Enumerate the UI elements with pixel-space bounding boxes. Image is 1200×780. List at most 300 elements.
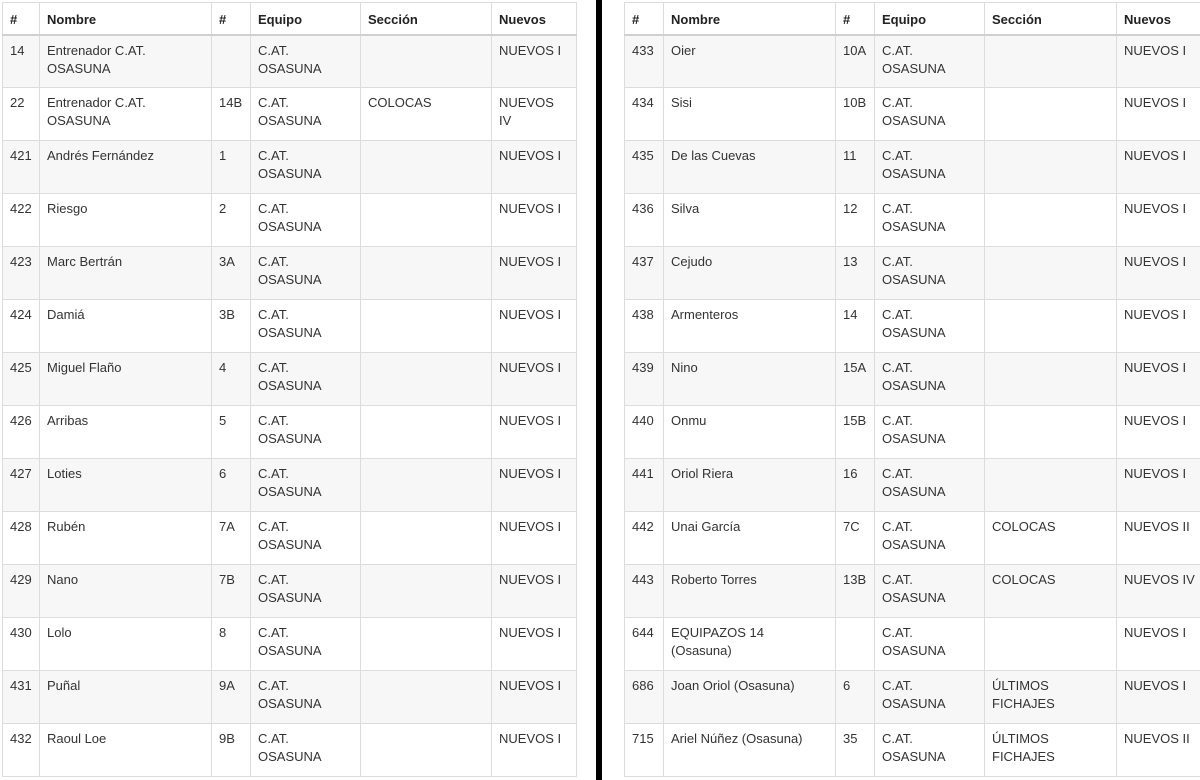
cell-dorsal	[836, 247, 875, 300]
cell-section-text: ÚLTIMOS FICHAJES	[992, 678, 1055, 711]
cell-name	[40, 88, 212, 141]
col-header-id[interactable]: #	[3, 3, 40, 35]
cell-nuevos	[1117, 565, 1200, 618]
table-row[interactable]	[625, 88, 1200, 141]
cell-dorsal-text: 14B	[219, 95, 243, 110]
cell-nuevos	[492, 459, 577, 512]
cell-team-text: C.AT. OSASUNA	[258, 625, 322, 658]
cell-id-text: 14	[10, 42, 25, 58]
cell-nuevos	[1117, 512, 1200, 565]
cell-team-text: C.AT. OSASUNA	[258, 42, 322, 76]
cell-dorsal	[212, 88, 251, 141]
cell-dorsal	[836, 565, 875, 618]
cell-nuevos-text: NUEVOS IV	[1124, 572, 1195, 587]
cell-nuevos-text: NUEVOS I	[1124, 254, 1187, 269]
cell-team	[251, 88, 361, 141]
cell-nuevos	[1117, 724, 1200, 777]
cell-section	[985, 459, 1117, 512]
cell-section	[985, 512, 1117, 565]
col-header-name[interactable]: Nombre	[664, 3, 836, 35]
cell-id-text: 427	[10, 466, 32, 481]
cell-section	[361, 565, 492, 618]
cell-dorsal	[836, 618, 875, 671]
cell-dorsal	[836, 300, 875, 353]
cell-dorsal-text: 13	[843, 254, 858, 269]
cell-section	[985, 300, 1117, 353]
cell-team-text: C.AT. OSASUNA	[258, 360, 322, 393]
col-header-team[interactable]: Equipo	[251, 3, 361, 35]
cell-nuevos-text: NUEVOS I	[1124, 201, 1187, 216]
cell-team	[251, 141, 361, 194]
cell-team	[875, 671, 985, 724]
cell-nuevos	[492, 618, 577, 671]
cell-section	[985, 353, 1117, 406]
cell-id-text: 686	[632, 678, 654, 693]
cell-section	[985, 565, 1117, 618]
cell-nuevos	[492, 406, 577, 459]
cell-section	[361, 35, 492, 88]
cell-team	[251, 618, 361, 671]
cell-team	[251, 247, 361, 300]
cell-team	[251, 353, 361, 406]
cell-id	[3, 565, 40, 618]
col-header-dorsal[interactable]: #	[836, 3, 875, 35]
cell-nuevos-text: NUEVOS I	[499, 625, 562, 640]
cell-name	[664, 141, 836, 194]
cell-dorsal-text: 3A	[219, 254, 235, 269]
table-row[interactable]	[3, 724, 577, 777]
cell-team-text: C.AT. OSASUNA	[882, 466, 946, 499]
left-panel	[0, 0, 596, 780]
cell-dorsal	[836, 512, 875, 565]
cell-id	[625, 406, 664, 459]
cell-dorsal	[212, 194, 251, 247]
cell-name	[40, 353, 212, 406]
cell-name	[664, 406, 836, 459]
cell-name	[664, 300, 836, 353]
cell-dorsal-text: 10B	[843, 95, 867, 110]
table-row[interactable]	[3, 618, 577, 671]
cell-nuevos-text: NUEVOS II	[1124, 731, 1190, 746]
cell-name-text: Riesgo	[47, 201, 88, 216]
cell-team-text: C.AT. OSASUNA	[882, 519, 946, 552]
col-header-section[interactable]: Sección	[985, 3, 1117, 35]
cell-dorsal	[836, 459, 875, 512]
cell-nuevos	[492, 194, 577, 247]
cell-nuevos-text: NUEVOS I	[499, 413, 562, 428]
col-header-name[interactable]: Nombre	[40, 3, 212, 35]
cell-id-text: 644	[632, 625, 654, 640]
cell-id-text: 424	[10, 307, 32, 322]
right-panel	[602, 0, 1200, 780]
cell-section	[985, 194, 1117, 247]
cell-dorsal-text: 15B	[843, 413, 867, 428]
cell-name	[664, 247, 836, 300]
cell-team	[251, 459, 361, 512]
cell-id	[625, 353, 664, 406]
table-row[interactable]	[3, 512, 577, 565]
cell-nuevos	[492, 724, 577, 777]
cell-id	[3, 194, 40, 247]
col-header-id[interactable]: #	[625, 3, 664, 35]
table-row[interactable]	[3, 35, 577, 88]
cell-team	[251, 35, 361, 88]
table-row[interactable]	[625, 247, 1200, 300]
cell-name	[664, 724, 836, 777]
table-row[interactable]	[625, 671, 1200, 724]
cell-nuevos	[492, 141, 577, 194]
table-body-left	[3, 35, 577, 777]
cell-nuevos	[492, 35, 577, 88]
cell-team	[251, 194, 361, 247]
cell-nuevos	[492, 300, 577, 353]
cell-nuevos	[492, 671, 577, 724]
cell-nuevos-text: NUEVOS IV	[499, 95, 554, 128]
cell-name	[664, 194, 836, 247]
cell-nuevos	[1117, 88, 1200, 141]
cell-team	[875, 247, 985, 300]
cell-name-text: De las Cuevas	[671, 148, 756, 163]
cell-section	[361, 353, 492, 406]
table-row[interactable]	[3, 141, 577, 194]
cell-name	[40, 35, 212, 88]
cell-nuevos-text: NUEVOS I	[1124, 307, 1187, 322]
cell-section	[985, 406, 1117, 459]
cell-name-text: Joan Oriol (Osasuna)	[671, 678, 795, 693]
cell-team	[875, 300, 985, 353]
cell-name-text: Raoul Loe	[47, 731, 107, 746]
cell-id	[625, 512, 664, 565]
cell-id	[625, 141, 664, 194]
cell-dorsal	[212, 300, 251, 353]
cell-team	[251, 565, 361, 618]
cell-team-text: C.AT. OSASUNA	[882, 731, 946, 764]
cell-id-text: 423	[10, 254, 32, 269]
cell-id-text: 426	[10, 413, 32, 428]
cell-name	[40, 247, 212, 300]
cell-name	[664, 565, 836, 618]
cell-dorsal	[212, 724, 251, 777]
cell-dorsal-text: 8	[219, 625, 227, 640]
cell-dorsal	[212, 406, 251, 459]
table-row[interactable]	[625, 35, 1200, 88]
col-header-nuevos[interactable]: Nuevos	[492, 3, 577, 35]
cell-id	[3, 247, 40, 300]
cell-team-text: C.AT. OSASUNA	[882, 307, 946, 340]
cell-dorsal-text: 6	[219, 466, 227, 481]
cell-name-text: Cejudo	[671, 254, 713, 269]
table-row[interactable]	[625, 300, 1200, 353]
cell-team-text: C.AT. OSASUNA	[882, 42, 946, 76]
cell-id-text: 441	[632, 466, 654, 481]
cell-team	[875, 459, 985, 512]
cell-team	[875, 565, 985, 618]
cell-nuevos-text: NUEVOS I	[1124, 42, 1187, 58]
cell-section	[361, 512, 492, 565]
cell-nuevos	[492, 512, 577, 565]
cell-id	[625, 724, 664, 777]
cell-nuevos	[492, 565, 577, 618]
cell-team-text: C.AT. OSASUNA	[258, 572, 322, 605]
cell-nuevos-text: NUEVOS I	[499, 572, 562, 587]
cell-team-text: C.AT. OSASUNA	[258, 466, 322, 499]
cell-team-text: C.AT. OSASUNA	[258, 307, 322, 340]
cell-dorsal	[836, 671, 875, 724]
table-row[interactable]	[625, 406, 1200, 459]
cell-section	[985, 247, 1117, 300]
cell-id-text: 440	[632, 413, 654, 428]
cell-id-text: 425	[10, 360, 32, 375]
cell-dorsal	[836, 88, 875, 141]
cell-id-text: 429	[10, 572, 32, 587]
table-row[interactable]	[3, 353, 577, 406]
cell-section	[985, 618, 1117, 671]
cell-nuevos-text: NUEVOS I	[1124, 678, 1187, 693]
cell-team	[875, 618, 985, 671]
cell-dorsal	[836, 353, 875, 406]
col-header-section[interactable]: Sección	[361, 3, 492, 35]
col-header-nuevos[interactable]: Nuevos	[1117, 3, 1200, 35]
cell-nuevos	[1117, 194, 1200, 247]
cell-dorsal-text: 35	[843, 731, 858, 746]
cell-nuevos-text: NUEVOS I	[499, 678, 562, 693]
cell-name-text: Arribas	[47, 413, 89, 428]
cell-dorsal-text: 9B	[219, 731, 235, 746]
cell-id-text: 421	[10, 148, 32, 163]
cell-name-text: Nino	[671, 360, 698, 375]
cell-dorsal-text: 2	[219, 201, 227, 216]
cell-team-text: C.AT. OSASUNA	[258, 95, 322, 128]
cell-section	[985, 88, 1117, 141]
cell-team-text: C.AT. OSASUNA	[882, 95, 946, 128]
cell-name-text: Puñal	[47, 678, 81, 693]
cell-nuevos-text: NUEVOS I	[499, 254, 562, 269]
cell-dorsal-text: 7A	[219, 519, 235, 534]
cell-id	[625, 88, 664, 141]
table-row[interactable]	[3, 565, 577, 618]
cell-dorsal	[836, 35, 875, 88]
cell-id	[625, 35, 664, 88]
cell-dorsal-text: 13B	[843, 572, 867, 587]
cell-id	[3, 406, 40, 459]
table-row[interactable]	[625, 618, 1200, 671]
cell-name	[664, 35, 836, 88]
cell-id	[3, 35, 40, 88]
cell-name	[664, 512, 836, 565]
cell-section-text: ÚLTIMOS FICHAJES	[992, 731, 1055, 764]
cell-team	[251, 512, 361, 565]
table-row[interactable]	[625, 512, 1200, 565]
cell-name	[40, 406, 212, 459]
cell-name	[40, 141, 212, 194]
cell-id	[3, 618, 40, 671]
cell-dorsal	[212, 353, 251, 406]
cell-team	[875, 141, 985, 194]
table-row[interactable]	[3, 671, 577, 724]
table-row[interactable]	[3, 88, 577, 141]
cell-name-text: Onmu	[671, 413, 707, 428]
cell-id-text: 431	[10, 678, 32, 693]
cell-id	[3, 512, 40, 565]
table-row[interactable]	[625, 565, 1200, 618]
cell-name	[664, 353, 836, 406]
cell-team-text: C.AT. OSASUNA	[258, 519, 322, 552]
cell-nuevos-text: NUEVOS I	[499, 731, 562, 746]
cell-nuevos	[1117, 459, 1200, 512]
cell-nuevos	[492, 247, 577, 300]
cell-nuevos	[1117, 35, 1200, 88]
cell-dorsal-text: 10A	[843, 42, 867, 58]
table-row[interactable]	[3, 406, 577, 459]
cell-id	[3, 671, 40, 724]
cell-team-text: C.AT. OSASUNA	[882, 360, 946, 393]
cell-section	[361, 300, 492, 353]
table-row[interactable]	[3, 300, 577, 353]
cell-id-text: 442	[632, 519, 654, 534]
table-row[interactable]	[625, 141, 1200, 194]
table-row[interactable]	[625, 194, 1200, 247]
col-header-team[interactable]: Equipo	[875, 3, 985, 35]
cell-name	[40, 512, 212, 565]
cell-id	[3, 724, 40, 777]
cell-nuevos	[1117, 353, 1200, 406]
cell-team-text: C.AT. OSASUNA	[882, 572, 946, 605]
cell-dorsal	[836, 141, 875, 194]
cell-section	[985, 141, 1117, 194]
cell-name-text: Entrenador C.AT. OSASUNA	[47, 42, 146, 76]
cell-id	[625, 459, 664, 512]
cell-nuevos-text: NUEVOS II	[1124, 519, 1190, 534]
cell-nuevos-text: NUEVOS I	[1124, 466, 1187, 481]
cell-name	[664, 88, 836, 141]
cell-dorsal	[212, 459, 251, 512]
cell-name-text: Miguel Flaño	[47, 360, 122, 375]
cell-id	[3, 300, 40, 353]
cell-dorsal-text: 12	[843, 201, 858, 216]
cell-team-text: C.AT. OSASUNA	[882, 625, 946, 658]
cell-id-text: 436	[632, 201, 654, 216]
cell-dorsal-text: 7B	[219, 572, 235, 587]
cell-dorsal	[836, 194, 875, 247]
cell-name	[40, 724, 212, 777]
cell-name-text: Unai García	[671, 519, 741, 534]
cell-id-text: 439	[632, 360, 654, 375]
cell-section	[361, 671, 492, 724]
cell-id-text: 443	[632, 572, 654, 587]
cell-section	[361, 459, 492, 512]
cell-nuevos-text: NUEVOS I	[499, 360, 562, 375]
cell-name-text: Entrenador C.AT. OSASUNA	[47, 95, 146, 128]
cell-section	[361, 618, 492, 671]
cell-id-text: 432	[10, 731, 32, 746]
cell-team	[875, 406, 985, 459]
cell-nuevos-text: NUEVOS I	[499, 148, 562, 163]
cell-section	[985, 671, 1117, 724]
cell-id-text: 428	[10, 519, 32, 534]
cell-dorsal	[212, 35, 251, 88]
cell-id	[3, 141, 40, 194]
cell-team	[875, 194, 985, 247]
cell-nuevos	[1117, 300, 1200, 353]
cell-name-text: Lolo	[47, 625, 72, 640]
cell-name-text: Armenteros	[671, 307, 739, 322]
cell-team-text: C.AT. OSASUNA	[258, 678, 322, 711]
cell-id-text: 430	[10, 625, 32, 640]
cell-name-text: Andrés Fernández	[47, 148, 154, 163]
table-row[interactable]	[3, 247, 577, 300]
cell-name-text: Sisi	[671, 95, 692, 110]
cell-team-text: C.AT. OSASUNA	[258, 201, 322, 234]
cell-dorsal-text: 5	[219, 413, 227, 428]
cell-dorsal	[212, 141, 251, 194]
cell-id-text: 715	[632, 731, 654, 746]
cell-name-text: Oier	[671, 42, 696, 58]
cell-nuevos-text: NUEVOS I	[1124, 413, 1187, 428]
cell-dorsal-text: 16	[843, 466, 858, 481]
cell-section	[361, 247, 492, 300]
cell-dorsal	[836, 406, 875, 459]
cell-section	[361, 141, 492, 194]
cell-section-text: COLOCAS	[992, 519, 1056, 534]
cell-section	[985, 724, 1117, 777]
table-row[interactable]	[3, 459, 577, 512]
header-row	[625, 3, 1200, 35]
cell-section	[361, 88, 492, 141]
cell-nuevos-text: NUEVOS I	[1124, 360, 1187, 375]
cell-id	[3, 88, 40, 141]
table-row[interactable]	[625, 353, 1200, 406]
cell-dorsal	[212, 671, 251, 724]
cell-nuevos-text: NUEVOS I	[499, 42, 562, 58]
cell-team-text: C.AT. OSASUNA	[882, 148, 946, 181]
table-row[interactable]	[625, 724, 1200, 777]
cell-dorsal-text: 9A	[219, 678, 235, 693]
cell-dorsal	[212, 512, 251, 565]
cell-section	[361, 194, 492, 247]
cell-name	[40, 194, 212, 247]
cell-id	[625, 194, 664, 247]
cell-name	[40, 459, 212, 512]
cell-dorsal-text: 7C	[843, 519, 860, 534]
cell-nuevos-text: NUEVOS I	[499, 307, 562, 322]
cell-team	[875, 512, 985, 565]
cell-name	[40, 565, 212, 618]
cell-name-text: Damiá	[47, 307, 85, 322]
cell-name	[664, 618, 836, 671]
table-row[interactable]	[3, 194, 577, 247]
cell-name	[40, 300, 212, 353]
col-header-dorsal[interactable]: #	[212, 3, 251, 35]
cell-nuevos	[1117, 618, 1200, 671]
cell-nuevos	[492, 88, 577, 141]
cell-id	[625, 247, 664, 300]
cell-id	[3, 353, 40, 406]
cell-team-text: C.AT. OSASUNA	[882, 413, 946, 446]
cell-team-text: C.AT. OSASUNA	[882, 678, 946, 711]
cell-id-text: 422	[10, 201, 32, 216]
cell-nuevos	[1117, 671, 1200, 724]
cell-nuevos-text: NUEVOS I	[499, 519, 562, 534]
cell-dorsal-text: 4	[219, 360, 227, 375]
cell-team	[875, 88, 985, 141]
cell-id	[625, 671, 664, 724]
cell-name-text: Rubén	[47, 519, 86, 534]
cell-id	[3, 459, 40, 512]
cell-name	[664, 459, 836, 512]
cell-section	[361, 406, 492, 459]
cell-team-text: C.AT. OSASUNA	[258, 413, 322, 446]
table-row[interactable]	[625, 459, 1200, 512]
